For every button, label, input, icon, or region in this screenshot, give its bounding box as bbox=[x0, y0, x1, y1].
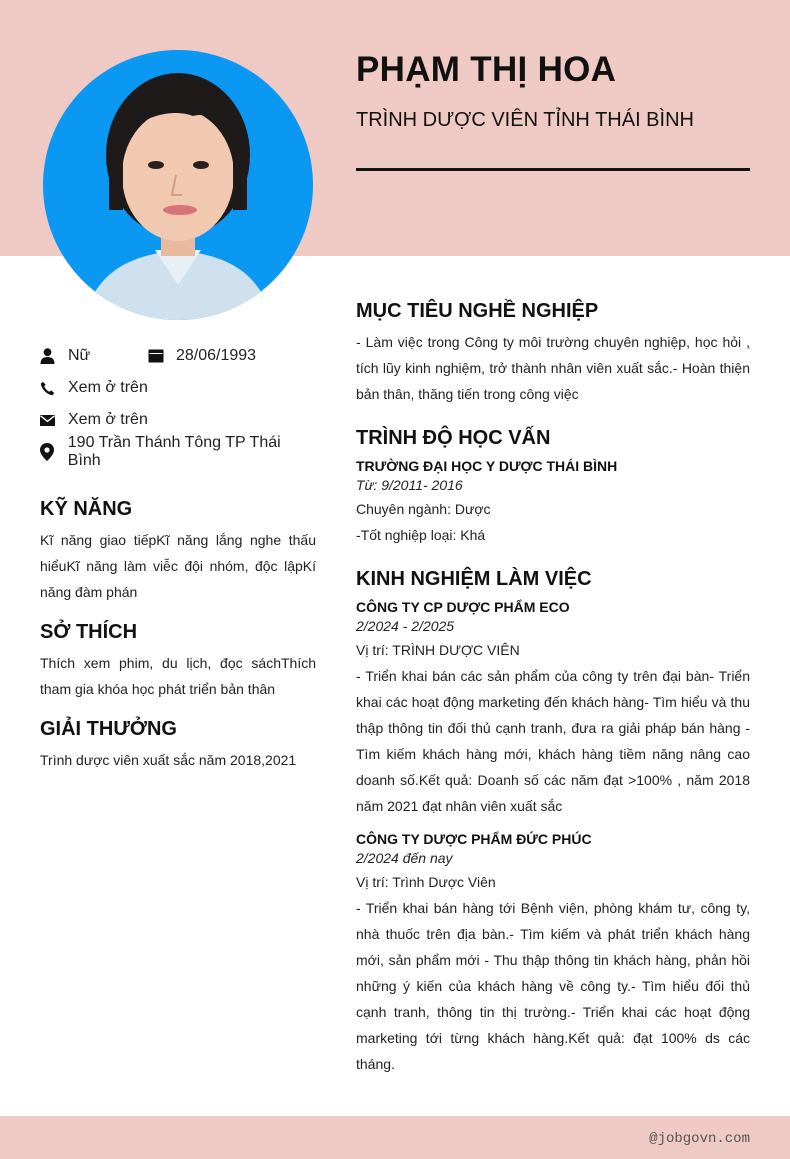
phone-icon bbox=[40, 381, 68, 396]
left-column bbox=[40, 340, 316, 773]
info-row-email bbox=[40, 404, 316, 436]
experience-heading: KINH NGHIỆM LÀM VIỆC bbox=[356, 568, 592, 590]
email-value: Xem ở trên bbox=[68, 411, 148, 428]
education-heading: TRÌNH ĐỘ HỌC VẤN bbox=[356, 427, 551, 449]
job-description: - Triển khai bán hàng tới Bệnh viện, phòng khám tư, công ty, nhà thuốc trên địa bàn.- Tìm kiếm và phát triển khách hàng mới, sản phẩm mới - Thu thập thông tin khách hàng, phản hồi những ý kiến của khách hàng về công ty.- Tìm hiểu đối thủ cạnh tranh, thông tin thị trường.- Triển khai các hoạt động marketing tới từng khách hàng.Kết quả: đạt 100% ds các tháng. bbox=[356, 900, 750, 1072]
awards-heading: GIẢI THƯỞNG bbox=[40, 718, 177, 740]
candidate-name: PHẠM THỊ HOA bbox=[356, 50, 617, 89]
address-value: 190 Trần Thánh Tông TP Thái Bình bbox=[67, 434, 281, 469]
mail-icon bbox=[40, 415, 68, 426]
job-position: Vị trí: Trình Dược Viên bbox=[356, 874, 496, 890]
profile-photo bbox=[43, 50, 313, 320]
job-period: 2/2024 đến nay bbox=[356, 850, 453, 866]
birthdate-cell bbox=[148, 347, 256, 365]
awards-text: Trình dược viên xuất sắc năm 2018,2021 bbox=[40, 752, 297, 768]
hobbies-heading: SỞ THÍCH bbox=[40, 621, 138, 643]
portrait-illustration bbox=[43, 50, 313, 320]
education-grade: -Tốt nghiệp loại: Khá bbox=[356, 527, 486, 543]
hobbies-text: Thích xem phim, du lịch, đọc sáchThích tham gia khóa học phát triển bản thân bbox=[40, 655, 316, 697]
watermark: @jobgovn.com bbox=[649, 1131, 750, 1147]
info-row-address bbox=[40, 436, 316, 468]
info-row-phone bbox=[40, 372, 316, 404]
person-icon bbox=[40, 348, 68, 364]
job-period: 2/2024 - 2/2025 bbox=[356, 618, 455, 634]
education-period: Từ: 9/2011- 2016 bbox=[356, 477, 463, 493]
location-pin-icon bbox=[40, 443, 68, 461]
title-divider bbox=[356, 168, 750, 171]
skills-heading: KỸ NĂNG bbox=[40, 498, 133, 520]
candidate-title: TRÌNH DƯỢC VIÊN TỈNH THÁI BÌNH bbox=[356, 109, 694, 131]
education-major: Chuyên ngành: Dược bbox=[356, 501, 491, 517]
education-school: TRƯỜNG ĐẠI HỌC Y DƯỢC THÁI BÌNH bbox=[356, 458, 618, 474]
gender-value: Nữ bbox=[68, 347, 91, 364]
job-position: Vị trí: TRÌNH DƯỢC VIÊN bbox=[356, 642, 520, 658]
job-company: CÔNG TY DƯỢC PHẨM ĐỨC PHÚC bbox=[356, 831, 592, 847]
info-row-gender-birthdate bbox=[40, 340, 316, 372]
job-description: - Triển khai bán các sản phẩm của công ty trên đại bàn- Triển khai các hoạt động marketing đến khách hàng- Tìm hiểu và thu thập thông tin đối thủ cạnh tranh, đưa ra giải pháp bán hàng - Tìm kiếm khách hàng mới, khách hàng tiềm năng nâng cao doanh số.Kết quả: Doanh số các năm đạt >100% , năm 2018 năm 2021 đạt nhân viên xuất sắc bbox=[356, 668, 750, 814]
experience-item bbox=[356, 599, 750, 819]
gender-cell bbox=[40, 347, 148, 365]
calendar-icon bbox=[148, 349, 176, 363]
objective-text: - Làm việc trong Công ty môi trường chuyên nghiệp, học hỏi , tích lũy kinh nghiệm, trở thành nhân viên xuất sắc.- Hoàn thiện bản thân, thăng tiến trong công việc bbox=[356, 334, 750, 402]
phone-value: Xem ở trên bbox=[68, 379, 148, 396]
right-column bbox=[356, 300, 750, 1077]
job-company: CÔNG TY CP DƯỢC PHẨM ECO bbox=[356, 599, 570, 615]
birthdate-value: 28/06/1993 bbox=[176, 347, 257, 364]
experience-item bbox=[356, 831, 750, 1077]
objective-heading: MỤC TIÊU NGHỀ NGHIỆP bbox=[356, 300, 599, 322]
skills-text: Kĩ năng giao tiếpKĩ năng lắng nghe thấu hiểuKĩ năng làm viễc đội nhóm, độc lậpKí năng đàm phán bbox=[40, 532, 316, 600]
